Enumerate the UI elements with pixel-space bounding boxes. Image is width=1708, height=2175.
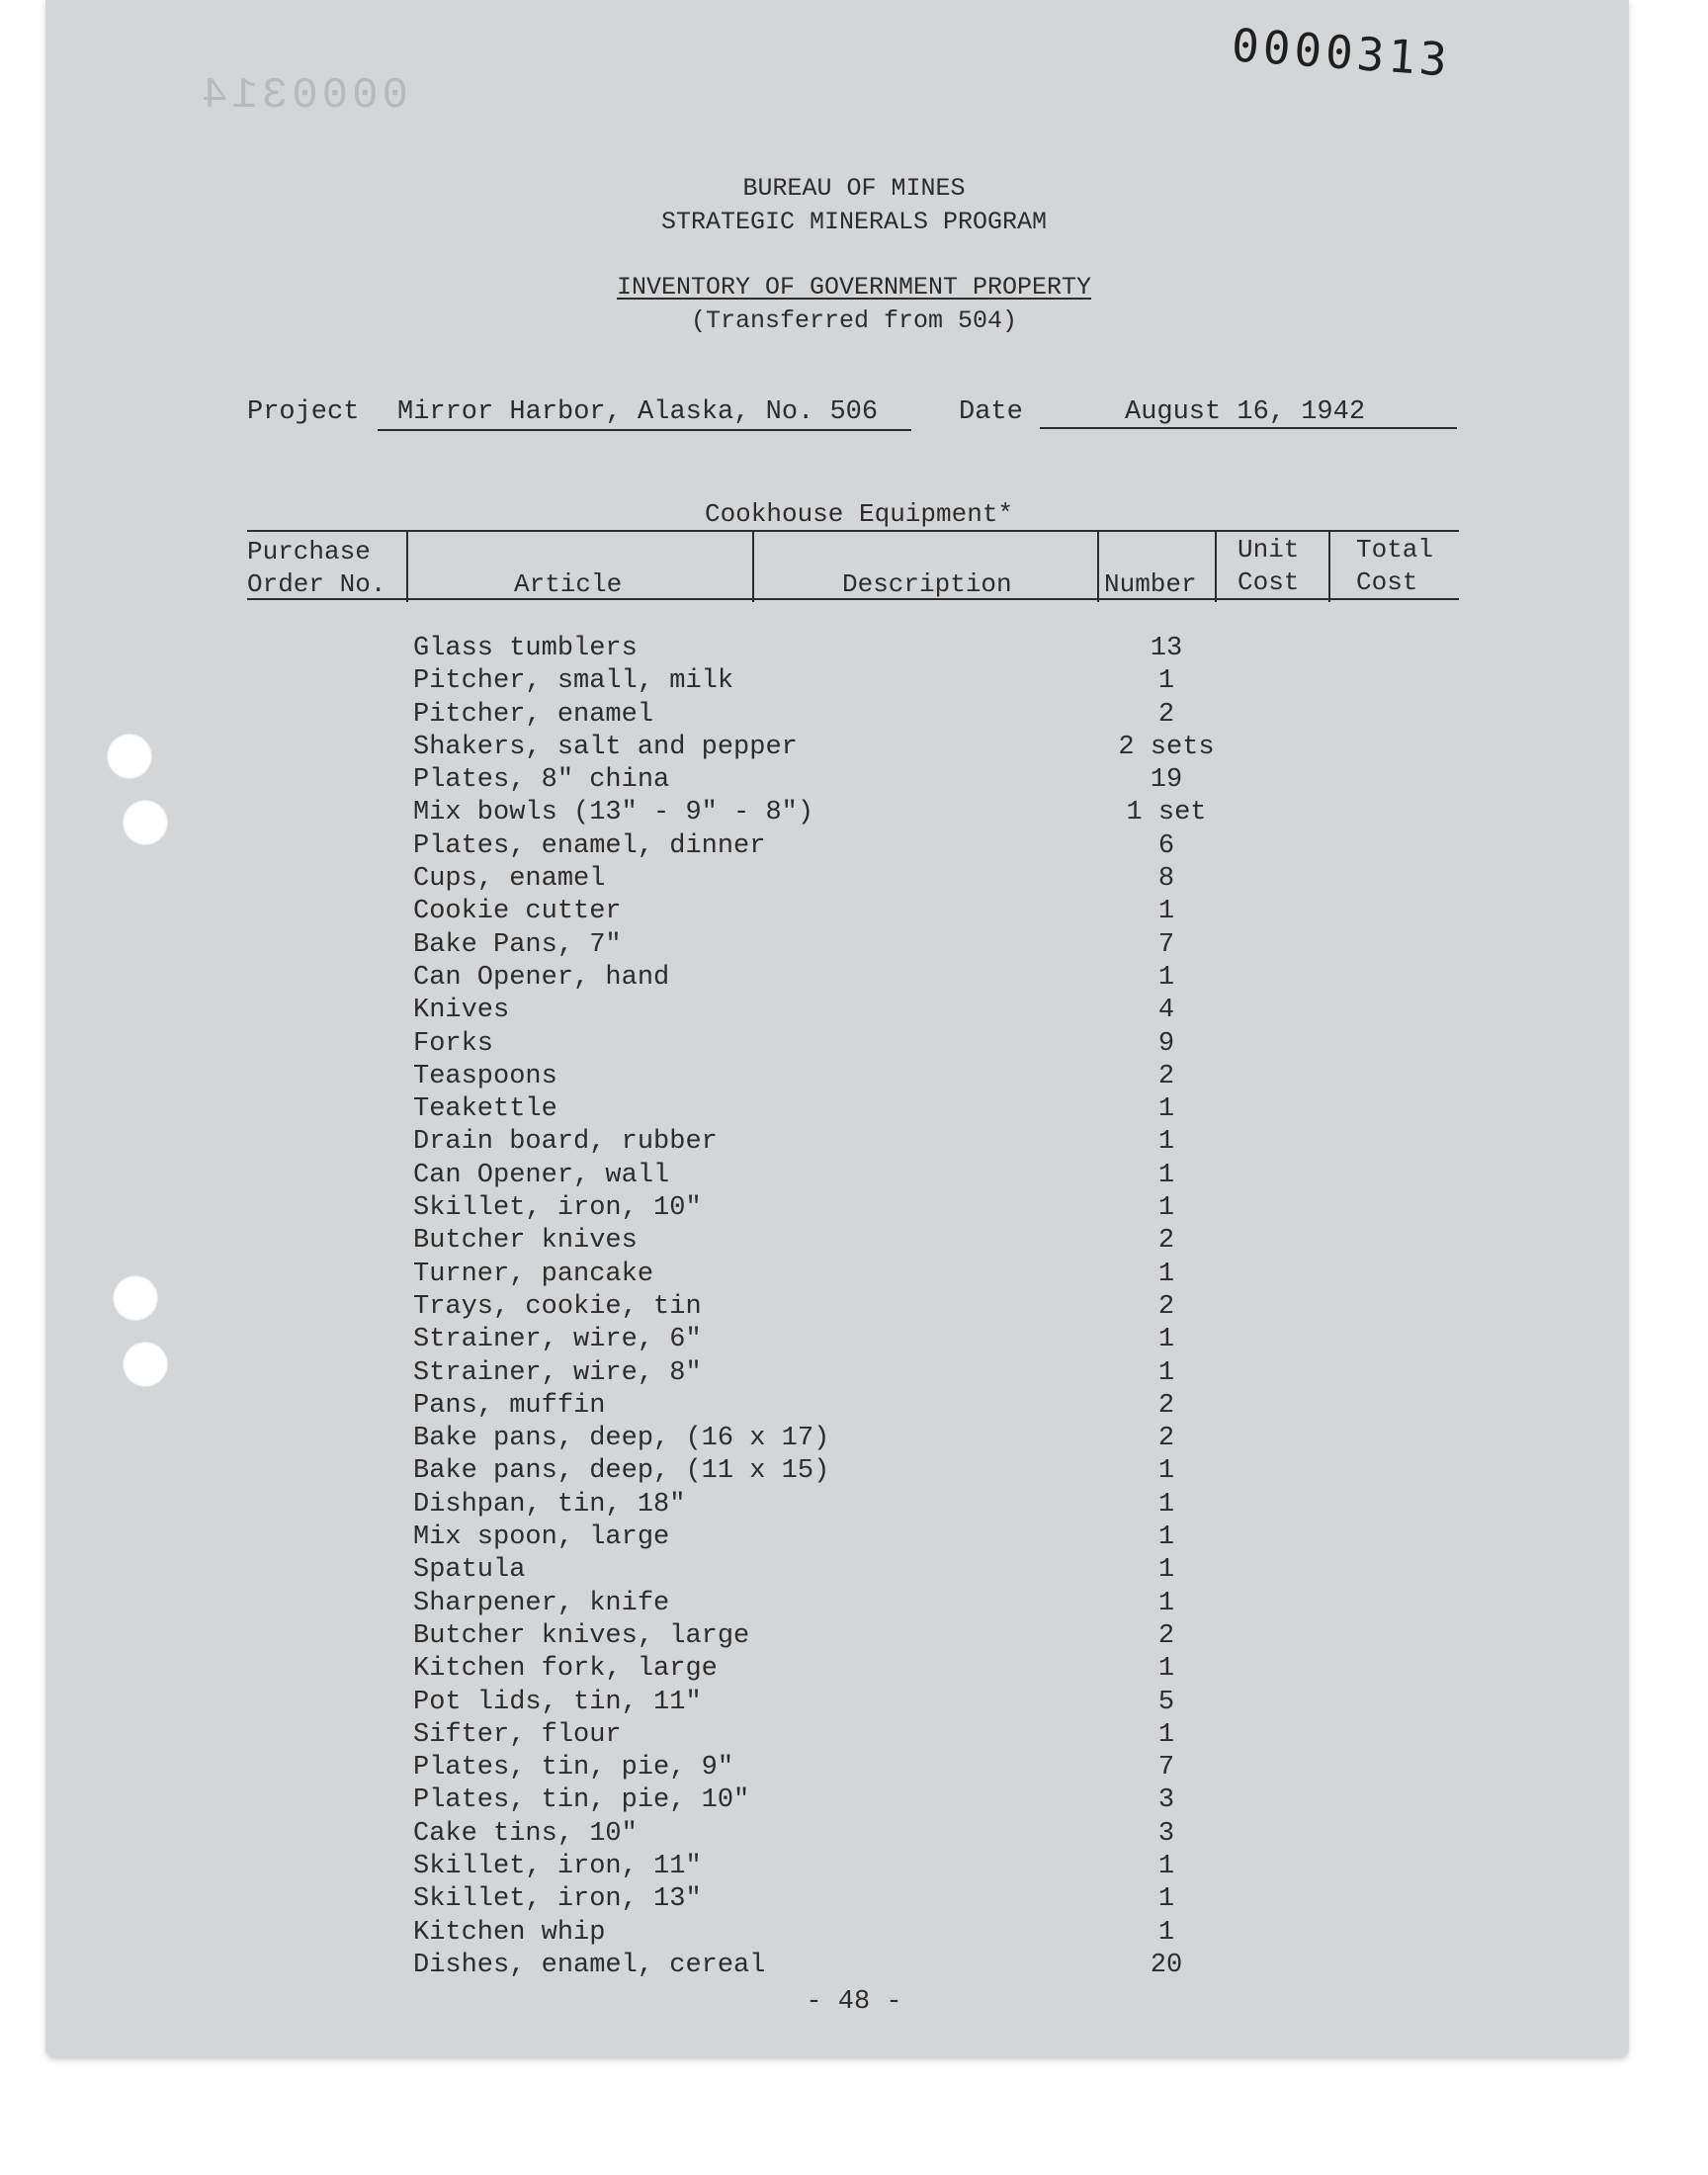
inventory-title: INVENTORY OF GOVERNMENT PROPERTY — [616, 273, 1092, 302]
table-row — [0, 764, 1708, 797]
article-cell: Glass tumblers — [413, 634, 638, 663]
number-cell: 1 — [1157, 897, 1175, 927]
column-header-number: Number — [1104, 569, 1197, 599]
table-row — [0, 962, 1708, 995]
purchase-order-line2: Order No. — [247, 569, 386, 599]
article-cell: Dishes, enamel, cereal — [413, 1950, 766, 1980]
article-cell: Knives — [413, 996, 510, 1026]
column-header-description: Description — [842, 569, 1012, 599]
page-number: - 48 - — [806, 1987, 902, 2017]
inventory-list — [0, 633, 1708, 1982]
table-row — [0, 732, 1708, 764]
article-cell: Cookie cutter — [413, 897, 622, 927]
table-row — [0, 1687, 1708, 1719]
number-cell: 6 — [1157, 830, 1175, 861]
table-row — [0, 1093, 1708, 1126]
table-row — [0, 633, 1708, 665]
number-cell: 2 sets — [1118, 732, 1215, 762]
table-row — [0, 1489, 1708, 1522]
number-cell: 1 set — [1126, 798, 1207, 828]
number-cell: 1 — [1157, 1357, 1175, 1388]
number-cell: 5 — [1157, 1687, 1175, 1717]
article-cell: Pot lids, tin, 11" — [413, 1687, 702, 1717]
table-row — [0, 1818, 1708, 1851]
program-title: STRATEGIC MINERALS PROGRAM — [660, 208, 1048, 236]
column-divider — [406, 531, 408, 602]
project-value: Mirror Harbor, Alaska, No. 506 — [397, 397, 879, 427]
article-cell: Plates, 8" china — [413, 765, 670, 796]
agency-title: BUREAU OF MINES — [742, 174, 966, 203]
number-cell: 1 — [1157, 962, 1175, 993]
table-row — [0, 797, 1708, 829]
number-cell: 2 — [1157, 1061, 1175, 1091]
unit-cost-line2: Cost — [1238, 567, 1300, 597]
article-cell: Spatula — [413, 1555, 526, 1586]
table-row — [0, 1455, 1708, 1488]
table-row — [0, 1719, 1708, 1752]
article-cell: Shakers, salt and pepper — [413, 732, 798, 762]
article-cell: Forks — [413, 1028, 494, 1059]
table-row — [0, 1522, 1708, 1554]
table-row — [0, 1126, 1708, 1159]
article-cell: Bake Pans, 7" — [413, 929, 622, 960]
number-cell: 2 — [1157, 1620, 1175, 1651]
inventory-subtitle: (Transferred from 504) — [690, 306, 1018, 335]
article-cell: Plates, tin, pie, 10" — [413, 1785, 750, 1816]
table-row — [0, 1028, 1708, 1061]
number-cell: 19 — [1150, 765, 1183, 796]
number-cell: 2 — [1157, 1424, 1175, 1454]
unit-cost-line1: Unit — [1238, 535, 1300, 565]
article-cell: Butcher knives — [413, 1226, 638, 1257]
table-row — [0, 1588, 1708, 1620]
inventory-title-wrap — [0, 273, 1708, 302]
article-cell: Dishpan, tin, 18" — [413, 1489, 686, 1520]
number-cell: 1 — [1157, 1917, 1175, 1948]
article-cell: Turner, pancake — [413, 1259, 654, 1289]
article-cell: Drain board, rubber — [413, 1127, 718, 1158]
table-row — [0, 1357, 1708, 1390]
table-row — [0, 1653, 1708, 1686]
table-row — [0, 1390, 1708, 1423]
table-row — [0, 1061, 1708, 1093]
purchase-order-line1: Purchase — [247, 537, 371, 566]
number-cell: 3 — [1157, 1785, 1175, 1816]
number-cell: 1 — [1157, 1160, 1175, 1190]
table-row — [0, 1950, 1708, 1982]
stamp-number: 0000313 — [1230, 18, 1453, 87]
table-row — [0, 1620, 1708, 1653]
number-cell: 1 — [1157, 1456, 1175, 1487]
table-row — [0, 896, 1708, 928]
table-row — [0, 1291, 1708, 1324]
column-divider — [1097, 531, 1099, 602]
number-cell: 1 — [1157, 1489, 1175, 1520]
article-cell: Mix spoon, large — [413, 1522, 670, 1553]
table-row — [0, 1851, 1708, 1883]
table-row — [0, 665, 1708, 698]
total-cost-line2: Cost — [1356, 567, 1418, 597]
number-cell: 9 — [1157, 1028, 1175, 1059]
number-cell: 2 — [1157, 1226, 1175, 1257]
table-row — [0, 929, 1708, 962]
number-cell: 1 — [1157, 1719, 1175, 1750]
number-cell: 1 — [1157, 1325, 1175, 1355]
number-cell: 1 — [1157, 1127, 1175, 1158]
number-cell: 4 — [1157, 996, 1175, 1026]
column-divider — [1215, 531, 1217, 602]
article-cell: Trays, cookie, tin — [413, 1291, 702, 1322]
number-cell: 7 — [1157, 929, 1175, 960]
number-cell: 2 — [1157, 699, 1175, 730]
article-cell: Butcher knives, large — [413, 1620, 750, 1651]
number-cell: 1 — [1157, 666, 1175, 697]
table-row — [0, 1225, 1708, 1258]
article-cell: Can Opener, hand — [413, 962, 670, 993]
total-cost-line1: Total — [1356, 535, 1434, 565]
article-cell: Plates, enamel, dinner — [413, 830, 766, 861]
table-row — [0, 1883, 1708, 1916]
number-cell: 1 — [1157, 1193, 1175, 1224]
number-cell: 1 — [1157, 1259, 1175, 1289]
article-cell: Cups, enamel — [413, 864, 606, 895]
article-cell: Cake tins, 10" — [413, 1818, 638, 1849]
table-row — [0, 1554, 1708, 1587]
table-row — [0, 1784, 1708, 1817]
article-cell: Can Opener, wall — [413, 1160, 670, 1190]
table-row — [0, 863, 1708, 896]
article-cell: Strainer, wire, 8" — [413, 1357, 702, 1388]
article-cell: Bake pans, deep, (16 x 17) — [413, 1424, 830, 1454]
article-cell: Kitchen whip — [413, 1917, 606, 1948]
column-header-total-cost — [1356, 534, 1433, 599]
number-cell: 1 — [1157, 1588, 1175, 1618]
number-cell: 1 — [1157, 1884, 1175, 1915]
section-title: Cookhouse Equipment* — [704, 499, 1014, 529]
article-cell: Skillet, iron, 11" — [413, 1851, 702, 1881]
table-row — [0, 1917, 1708, 1950]
number-cell: 13 — [1150, 634, 1183, 663]
table-row — [0, 1423, 1708, 1455]
column-divider — [752, 531, 754, 602]
article-cell: Pans, muffin — [413, 1390, 606, 1421]
table-row — [0, 995, 1708, 1027]
article-cell: Skillet, iron, 13" — [413, 1884, 702, 1915]
article-cell: Sifter, flour — [413, 1719, 622, 1750]
date-value: August 16, 1942 — [1125, 397, 1366, 427]
article-cell: Kitchen fork, large — [413, 1654, 718, 1685]
number-cell: 8 — [1157, 864, 1175, 895]
article-cell: Teakettle — [413, 1094, 557, 1125]
column-header-purchase-order — [247, 536, 385, 601]
table-row — [0, 1160, 1708, 1192]
number-cell: 1 — [1157, 1094, 1175, 1125]
table-row — [0, 1192, 1708, 1225]
table-row — [0, 699, 1708, 732]
column-header-article: Article — [514, 569, 623, 599]
project-underline — [378, 429, 911, 431]
number-cell: 1 — [1157, 1555, 1175, 1586]
article-cell: Pitcher, small, milk — [413, 666, 734, 697]
column-divider — [1328, 531, 1330, 602]
table-row — [0, 830, 1708, 863]
article-cell: Plates, tin, pie, 9" — [413, 1753, 734, 1784]
article-cell: Bake pans, deep, (11 x 15) — [413, 1456, 830, 1487]
number-cell: 1 — [1157, 1522, 1175, 1553]
article-cell: Pitcher, enamel — [413, 699, 654, 730]
number-cell: 1 — [1157, 1654, 1175, 1685]
article-cell: Mix bowls (13" - 9" - 8") — [413, 798, 814, 828]
table-row — [0, 1324, 1708, 1356]
number-cell: 1 — [1157, 1851, 1175, 1881]
date-underline — [1040, 427, 1457, 429]
table-row — [0, 1752, 1708, 1784]
article-cell: Strainer, wire, 6" — [413, 1325, 702, 1355]
article-cell: Sharpener, knife — [413, 1588, 670, 1618]
faint-stamp-number: 0000314 — [198, 71, 408, 121]
number-cell: 2 — [1157, 1291, 1175, 1322]
header-top-rule — [247, 530, 1459, 532]
article-cell: Skillet, iron, 10" — [413, 1193, 702, 1224]
column-header-unit-cost — [1238, 534, 1299, 599]
number-cell: 20 — [1150, 1950, 1183, 1980]
date-label: Date — [959, 397, 1023, 427]
number-cell: 3 — [1157, 1818, 1175, 1849]
number-cell: 7 — [1157, 1753, 1175, 1784]
project-label: Project — [247, 397, 360, 427]
table-row — [0, 1259, 1708, 1291]
article-cell: Teaspoons — [413, 1061, 557, 1091]
number-cell: 2 — [1157, 1390, 1175, 1421]
